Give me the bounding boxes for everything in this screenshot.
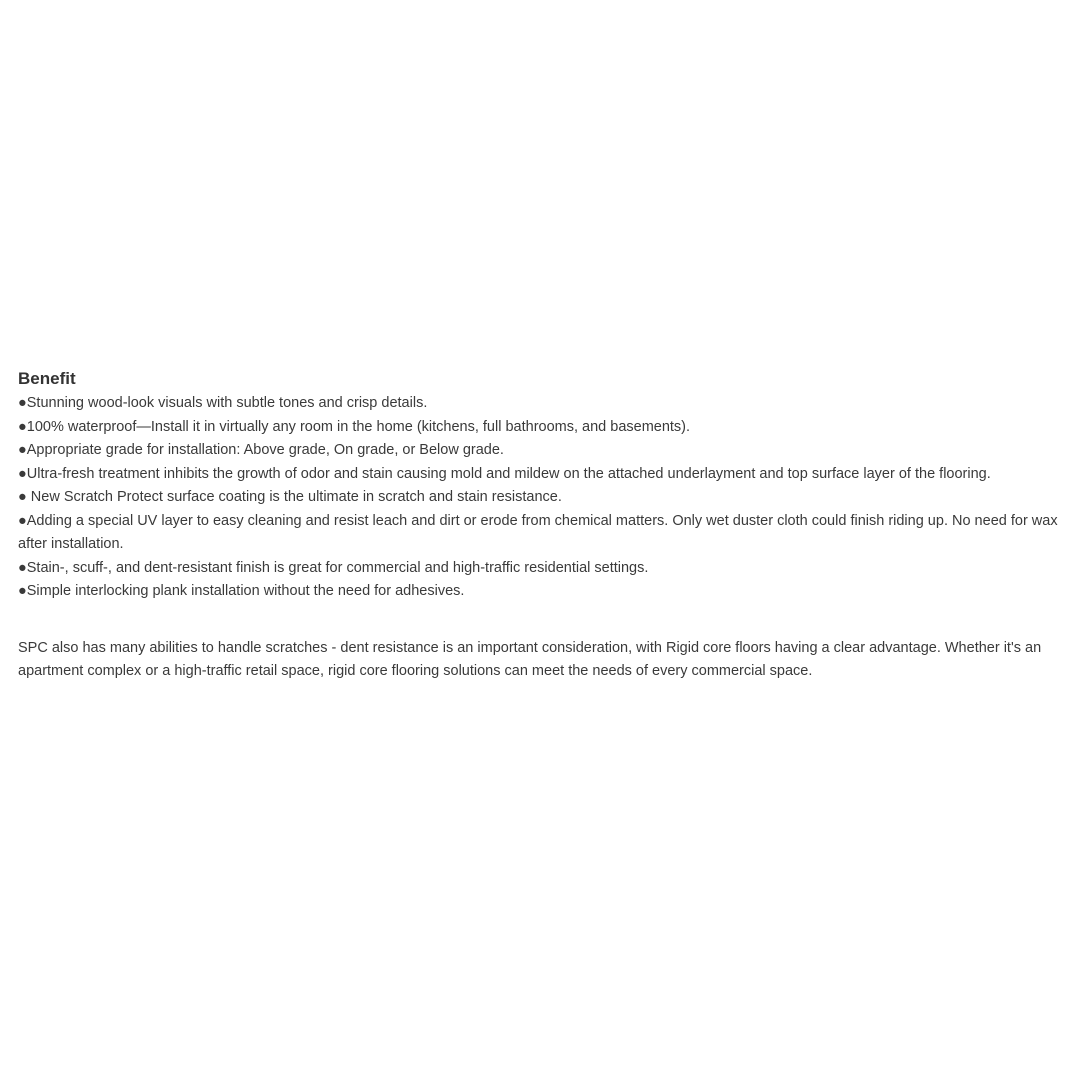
benefit-item: ● New Scratch Protect surface coating is the ultimate in scratch and stain resistance. (18, 489, 562, 505)
benefit-item: ●100% waterproof—Install it in virtually any room in the home (kitchens, full bathrooms, and basements). (18, 418, 691, 435)
benefit-item: ●Simple interlocking plank installation without the need for adhesives. (18, 583, 465, 599)
benefit-item: ●Adding a special UV layer to easy cleaning and resist leach and dirt or erode from chemical matters. Only wet duster cloth could finish riding up. No need for wax after installation. (18, 512, 1058, 552)
benefit-heading: Benefit (18, 369, 76, 388)
spc-description-paragraph: SPC also has many abilities to handle scratches - dent resistance is an important consideration, with Rigid core floors having a clear advantage. Whether it's an apartment complex or a high-traffic retail space, rigid core flooring solutions can meet the needs of every commercial space. (18, 639, 1042, 679)
benefit-item: ●Stunning wood-look visuals with subtle tones and crisp details. (18, 395, 428, 411)
benefit-section (18, 368, 1076, 684)
benefit-list (18, 392, 1076, 604)
benefit-item: ●Appropriate grade for installation: Above grade, On grade, or Below grade. (18, 442, 504, 458)
benefit-item: ●Ultra-fresh treatment inhibits the growth of odor and stain causing mold and mildew on the attached underlayment and top surface layer of the flooring. (18, 465, 991, 482)
benefit-item: ●Stain-, scuff-, and dent-resistant finish is great for commercial and high-traffic residential settings. (18, 559, 649, 576)
